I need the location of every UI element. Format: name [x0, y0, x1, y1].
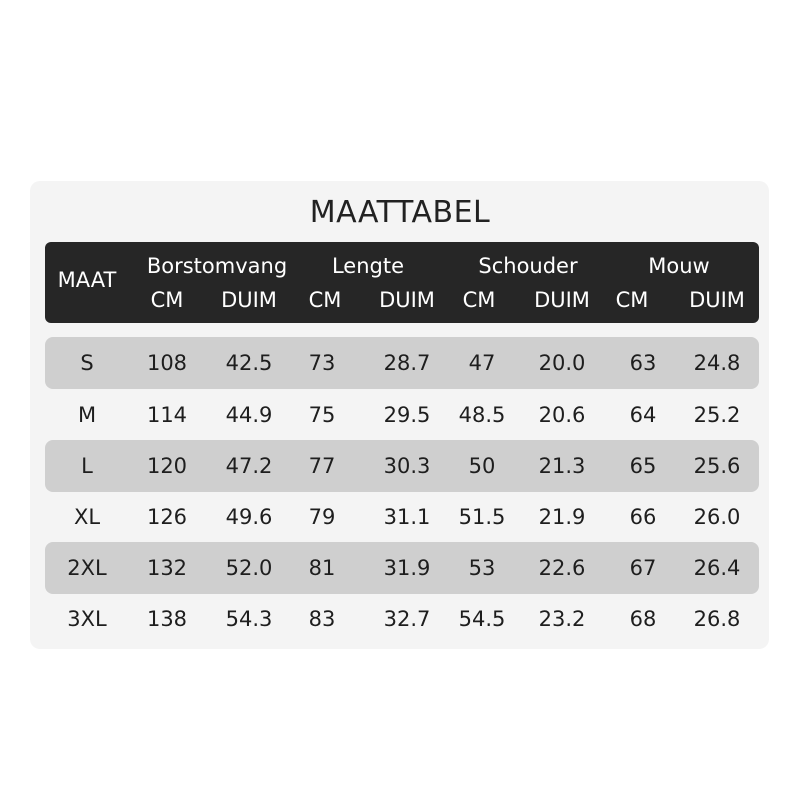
table-row [45, 337, 759, 389]
value-cell: 44.9 [225, 403, 273, 427]
value-cell: 21.9 [538, 505, 586, 529]
value-cell: 126 [146, 505, 188, 529]
table-row [45, 389, 759, 441]
header-unit-duim: DUIM [534, 288, 590, 312]
value-cell: 138 [146, 607, 188, 631]
value-cell: 79 [308, 505, 336, 529]
header-group-lengte: Lengte [331, 254, 405, 278]
header-unit-cm: CM [150, 288, 184, 312]
value-cell: 48.5 [458, 403, 506, 427]
value-cell: 63 [629, 351, 657, 375]
value-cell: 49.6 [225, 505, 273, 529]
header-unit-duim: DUIM [221, 288, 277, 312]
value-cell: 120 [146, 454, 188, 478]
value-cell: 52.0 [225, 556, 273, 580]
value-cell: 31.1 [383, 505, 431, 529]
value-cell: 67 [629, 556, 657, 580]
value-cell: 68 [629, 607, 657, 631]
value-cell: 75 [308, 403, 336, 427]
value-cell: 23.2 [538, 607, 586, 631]
header-size-label: MAAT [57, 268, 117, 292]
header-group-borstomvang: Borstomvang [146, 254, 288, 278]
value-cell: 22.6 [538, 556, 586, 580]
value-cell: 32.7 [383, 607, 431, 631]
value-cell: 24.8 [693, 351, 741, 375]
header-group-mouw: Mouw [648, 254, 710, 278]
size-cell: 3XL [67, 607, 107, 631]
size-cell: M [77, 403, 97, 427]
value-cell: 66 [629, 505, 657, 529]
value-cell: 108 [146, 351, 188, 375]
value-cell: 28.7 [383, 351, 431, 375]
value-cell: 26.8 [693, 607, 741, 631]
value-cell: 50 [468, 454, 496, 478]
table-header [45, 242, 759, 323]
header-unit-cm: CM [462, 288, 496, 312]
value-cell: 53 [468, 556, 496, 580]
value-cell: 26.0 [693, 505, 741, 529]
value-cell: 132 [146, 556, 188, 580]
header-unit-duim: DUIM [379, 288, 435, 312]
value-cell: 81 [308, 556, 336, 580]
value-cell: 31.9 [383, 556, 431, 580]
value-cell: 47.2 [225, 454, 273, 478]
value-cell: 54.3 [225, 607, 273, 631]
value-cell: 47 [468, 351, 496, 375]
value-cell: 83 [308, 607, 336, 631]
value-cell: 64 [629, 403, 657, 427]
header-unit-cm: CM [615, 288, 649, 312]
header-unit-cm: CM [308, 288, 342, 312]
value-cell: 21.3 [538, 454, 586, 478]
page-title: MAATTABEL [309, 195, 491, 230]
size-cell: XL [73, 505, 101, 529]
size-cell: 2XL [67, 556, 107, 580]
value-cell: 114 [146, 403, 188, 427]
header-unit-duim: DUIM [689, 288, 745, 312]
table-row [45, 593, 759, 645]
value-cell: 20.6 [538, 403, 586, 427]
value-cell: 20.0 [538, 351, 586, 375]
header-group-schouder: Schouder [478, 254, 578, 278]
value-cell: 51.5 [458, 505, 506, 529]
table-row [45, 542, 759, 594]
value-cell: 29.5 [383, 403, 431, 427]
value-cell: 73 [308, 351, 336, 375]
size-cell: S [80, 351, 94, 375]
value-cell: 42.5 [225, 351, 273, 375]
value-cell: 26.4 [693, 556, 741, 580]
size-cell: L [81, 454, 93, 478]
value-cell: 54.5 [458, 607, 506, 631]
value-cell: 25.6 [693, 454, 741, 478]
value-cell: 77 [308, 454, 336, 478]
value-cell: 30.3 [383, 454, 431, 478]
value-cell: 65 [629, 454, 657, 478]
table-row [45, 491, 759, 543]
value-cell: 25.2 [693, 403, 741, 427]
table-row [45, 440, 759, 492]
